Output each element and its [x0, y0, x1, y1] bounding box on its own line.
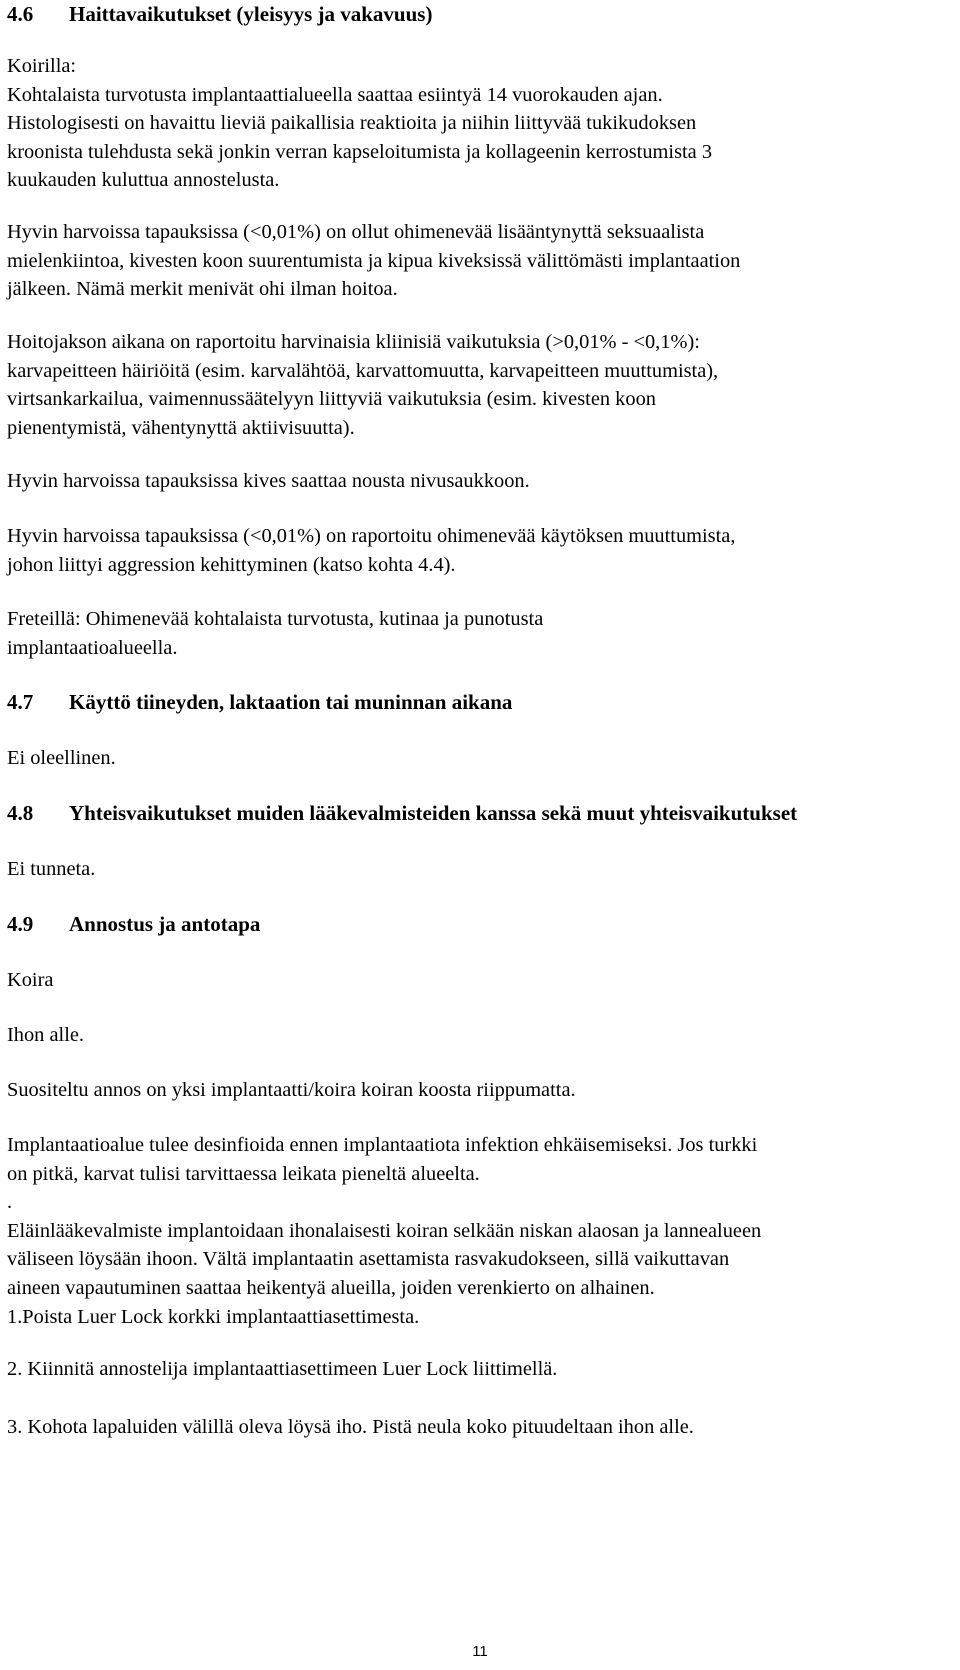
text-line: Implantaatioalue tulee desinfioida ennen implantaatiota infektion ehkäisemiseksi. Jos turkki — [7, 1134, 758, 1156]
section-title: Haittavaikutukset (yleisyys ja vakavuus) — [69, 2, 433, 26]
paragraph-4-7 — [7, 744, 947, 773]
section-heading-4-9 — [7, 910, 260, 939]
section-title: Annostus ja antotapa — [69, 912, 261, 936]
text-line: Hyvin harvoissa tapauksissa (<0,01%) on raportoitu ohimenevää käytöksen muuttumista, — [7, 525, 736, 547]
paragraph-route — [7, 1021, 947, 1050]
paragraph-behaviour — [7, 522, 947, 579]
text-line: johon liittyi aggression kehittyminen (katso kohta 4.4). — [7, 553, 456, 576]
paragraph-4-8 — [7, 855, 947, 884]
text-line: Hyvin harvoissa tapauksissa kives saattaa nousta nivusaukkoon. — [7, 470, 530, 492]
paragraph-dogs-reactions — [7, 52, 947, 195]
text-line: virtsankarkailua, vaimennussäätelyyn liittyviä vaikutuksia (esim. kivesten koon — [7, 388, 656, 411]
text-line: Kohtalaista turvotusta implantaattialueella saattaa esiintyä 14 vuorokauden ajan. — [7, 83, 663, 106]
text-line: väliseen löysään ihoon. Vältä implantaatin asettamista rasvakudokseen, sillä vaikuttavan — [7, 1248, 730, 1271]
text-line: on pitkä, karvat tulisi tarvittaessa leikata pieneltä alueelta. — [7, 1162, 480, 1185]
text-line: 1.Poista Luer Lock korkki implantaattiasettimesta. — [7, 1305, 420, 1328]
paragraph-ferrets — [7, 605, 947, 662]
text-line: kuukauden kuluttua annostelusta. — [7, 169, 280, 192]
text-line: Ei oleellinen. — [7, 747, 116, 769]
section-title: Käyttö tiineyden, laktaation tai muninnan aikana — [69, 690, 513, 714]
text-line: jälkeen. Nämä merkit menivät ohi ilman hoitoa. — [7, 278, 398, 301]
section-heading-4-7 — [7, 688, 512, 717]
text-line: Histologisesti on havaittu lieviä paikallisia reaktioita ja niihin liittyvää tukikudoksen — [7, 112, 697, 135]
section-number: 4.6 — [7, 2, 34, 26]
text-line: 3. Kohota lapaluiden välillä oleva löysä iho. Pistä neula koko pituudeltaan ihon alle. — [7, 1416, 694, 1438]
paragraph-species — [7, 966, 947, 995]
text-line: . — [7, 1191, 13, 1214]
section-number: 4.8 — [7, 801, 34, 825]
page-number: 11 — [472, 1643, 488, 1660]
text-line: aineen vapautuminen saattaa heikentyä alueilla, joiden verenkierto on alhainen. — [7, 1276, 655, 1299]
paragraph-step-2 — [7, 1355, 947, 1384]
text-line: Hoitojakson aikana on raportoitu harvinaisia kliinisiä vaikutuksia (>0,01% - <0,1%): — [7, 331, 700, 353]
text-line: Koira — [7, 969, 54, 991]
text-line: mielenkiintoa, kivesten koon suurentumista ja kipua kiveksissä välittömästi implantaation — [7, 249, 741, 272]
text-line: kroonista tulehdusta sekä jonkin verran kapseloitumista ja kollageenin kerrostumista 3 — [7, 140, 713, 163]
text-line: 2. Kiinnitä annostelija implantaattiasettimeen Luer Lock liittimellä. — [7, 1358, 558, 1380]
text-line: Hyvin harvoissa tapauksissa (<0,01%) on ollut ohimenevää lisääntynyttä seksuaalista — [7, 221, 705, 243]
text-line: Suositeltu annos on yksi implantaatti/koira koiran koosta riippumatta. — [7, 1079, 576, 1101]
section-heading-4-8 — [7, 799, 797, 828]
section-number: 4.9 — [7, 912, 34, 936]
text-line: Ei tunneta. — [7, 858, 96, 880]
section-number: 4.7 — [7, 690, 34, 714]
paragraph-rare-effects — [7, 328, 947, 442]
paragraph-step-3 — [7, 1413, 947, 1442]
text-line: Ihon alle. — [7, 1024, 85, 1046]
text-line: Eläinlääkevalmiste implantoidaan ihonalaisesti koiran selkään niskan alaosan ja lannealueen — [7, 1219, 762, 1242]
section-heading-4-6 — [7, 0, 432, 29]
text-line: implantaatioalueella. — [7, 636, 178, 659]
text-line: pienentymistä, vähentynyttä aktiivisuutta). — [7, 416, 355, 439]
paragraph-sexual-interest — [7, 218, 947, 304]
section-title: Yhteisvaikutukset muiden lääkevalmisteiden kanssa sekä muut yhteisvaikutukset — [69, 801, 798, 825]
text-line: Koirilla: — [7, 55, 77, 77]
paragraph-administration — [7, 1131, 947, 1331]
text-line: karvapeitteen häiriöitä (esim. karvalähtöä, karvattomuutta, karvapeitteen muuttumista), — [7, 359, 719, 382]
paragraph-dose — [7, 1076, 947, 1105]
paragraph-testicle — [7, 467, 947, 496]
text-line: Freteillä: Ohimenevää kohtalaista turvotusta, kutinaa ja punotusta — [7, 608, 544, 630]
